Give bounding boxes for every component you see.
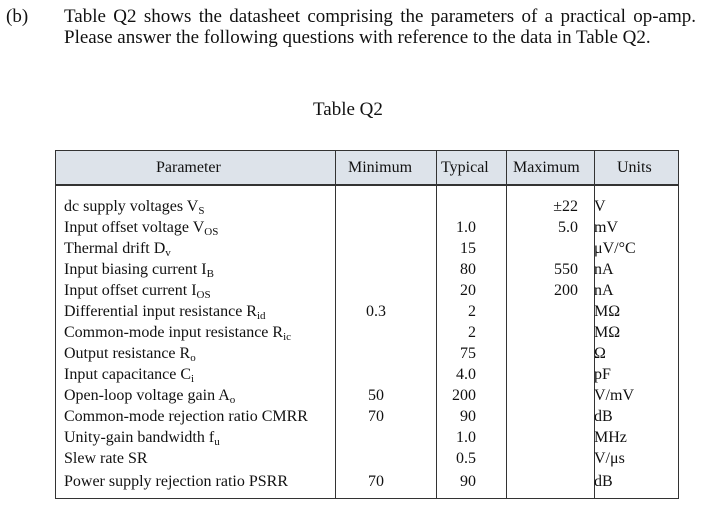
parameter-subscript: o [229, 394, 236, 406]
parameter-name: Power supply rejection ratio PSRR [64, 473, 288, 490]
parameter-subscript: i [191, 373, 195, 385]
typical-cell: 4.0 [456, 366, 476, 383]
parameter-name: Slew rate SR [64, 450, 148, 467]
minimum-cell: 70 [368, 408, 384, 425]
header-typical: Typical [441, 159, 489, 176]
parameter-subscript: B [206, 268, 214, 280]
units-cell: nA [594, 282, 614, 299]
typical-cell: 15 [460, 240, 476, 257]
units-cell: V/mV [594, 387, 634, 404]
parameter-cell [64, 364, 194, 385]
units-cell: V [594, 198, 606, 215]
parameter-name: Differential input resistance R [64, 303, 257, 320]
parameter-cell [64, 448, 148, 469]
units-cell: pF [594, 366, 611, 383]
maximum-cell: ±22 [553, 198, 578, 215]
table-row [56, 471, 678, 492]
parameter-cell [64, 471, 288, 492]
table-row [56, 280, 678, 301]
typical-cell: 80 [460, 261, 476, 278]
parameter-cell [64, 301, 266, 322]
parameter-name: Thermal drift D [64, 240, 166, 257]
parameter-name: dc supply voltages V [64, 198, 199, 215]
header-minimum: Minimum [348, 159, 413, 176]
parameter-name: Input biasing current I [64, 261, 207, 278]
typical-cell: 0.5 [456, 450, 476, 467]
table-row [56, 364, 678, 385]
parameter-subscript: o [190, 352, 196, 364]
table-row [56, 238, 678, 259]
units-cell: dB [594, 408, 613, 425]
parameter-subscript: OS [204, 226, 219, 238]
table-row [56, 448, 678, 469]
units-cell: mV [594, 219, 618, 236]
table-row [56, 385, 678, 406]
table-row [56, 322, 678, 343]
typical-cell: 1.0 [456, 429, 476, 446]
table-row [56, 406, 678, 427]
parameter-name: Unity-gain bandwidth f [64, 429, 215, 446]
parameter-cell [64, 385, 235, 406]
units-cell: dB [594, 473, 613, 490]
parameter-cell [64, 406, 308, 427]
parameter-name: Common-mode rejection ratio CMRR [64, 408, 308, 425]
table-row [56, 259, 678, 280]
header-maximum: Maximum [513, 159, 580, 176]
typical-cell: 2 [468, 324, 476, 341]
parameter-subscript: ic [283, 331, 292, 343]
parameter-cell [64, 427, 220, 448]
units-cell: MHz [594, 429, 627, 446]
minimum-cell: 50 [368, 387, 384, 404]
typical-cell: 90 [460, 473, 476, 490]
table-row [56, 427, 678, 448]
parameter-name: Input offset current I [64, 282, 197, 299]
question-text: Table Q2 shows the datasheet comprising the parameters of a practical op-amp. Please answer the following questions with reference to the data in Table Q2. [64, 6, 696, 48]
parameter-cell [64, 217, 218, 238]
parameter-subscript: OS [196, 289, 211, 301]
parameter-cell [64, 259, 214, 280]
typical-cell: 2 [468, 303, 476, 320]
parameter-subscript: S [198, 205, 205, 217]
question-label: (b) [6, 6, 29, 27]
table-row [56, 343, 678, 364]
minimum-cell: 0.3 [366, 303, 386, 320]
parameter-cell [64, 343, 196, 364]
units-cell: Ω [594, 345, 606, 362]
header-units: Units [617, 159, 652, 176]
typical-cell: 20 [460, 282, 476, 299]
typical-cell: 1.0 [456, 219, 476, 236]
table-row [56, 301, 678, 322]
parameter-subscript: v [165, 247, 171, 259]
parameter-cell [64, 280, 211, 301]
datasheet-table [55, 150, 679, 499]
parameter-cell [64, 322, 291, 343]
typical-cell: 200 [452, 387, 476, 404]
units-cell: MΩ [594, 303, 621, 320]
parameter-name: Common-mode input resistance R [64, 324, 284, 341]
parameter-name: Input capacitance C [64, 366, 192, 383]
table-row [56, 196, 678, 217]
parameter-name: Open-loop voltage gain A [64, 387, 230, 404]
typical-cell: 75 [460, 345, 476, 362]
header-parameter: Parameter [156, 159, 221, 176]
parameter-subscript: u [214, 436, 220, 448]
parameter-cell [64, 238, 171, 259]
maximum-cell: 5.0 [558, 219, 578, 236]
parameter-subscript: id [256, 310, 266, 322]
table-header [56, 151, 678, 186]
parameter-name: Input offset voltage V [64, 219, 205, 236]
units-cell: nA [594, 261, 614, 278]
units-cell: MΩ [594, 324, 621, 341]
table-row [56, 217, 678, 238]
parameter-name: Output resistance R [64, 345, 191, 362]
typical-cell: 90 [460, 408, 476, 425]
maximum-cell: 550 [554, 261, 578, 278]
units-cell: V/μs [594, 450, 625, 467]
minimum-cell: 70 [368, 473, 384, 490]
units-cell: μV/°C [594, 240, 636, 257]
parameter-cell [64, 196, 204, 217]
table-caption: Table Q2 [313, 99, 383, 120]
maximum-cell: 200 [554, 282, 578, 299]
